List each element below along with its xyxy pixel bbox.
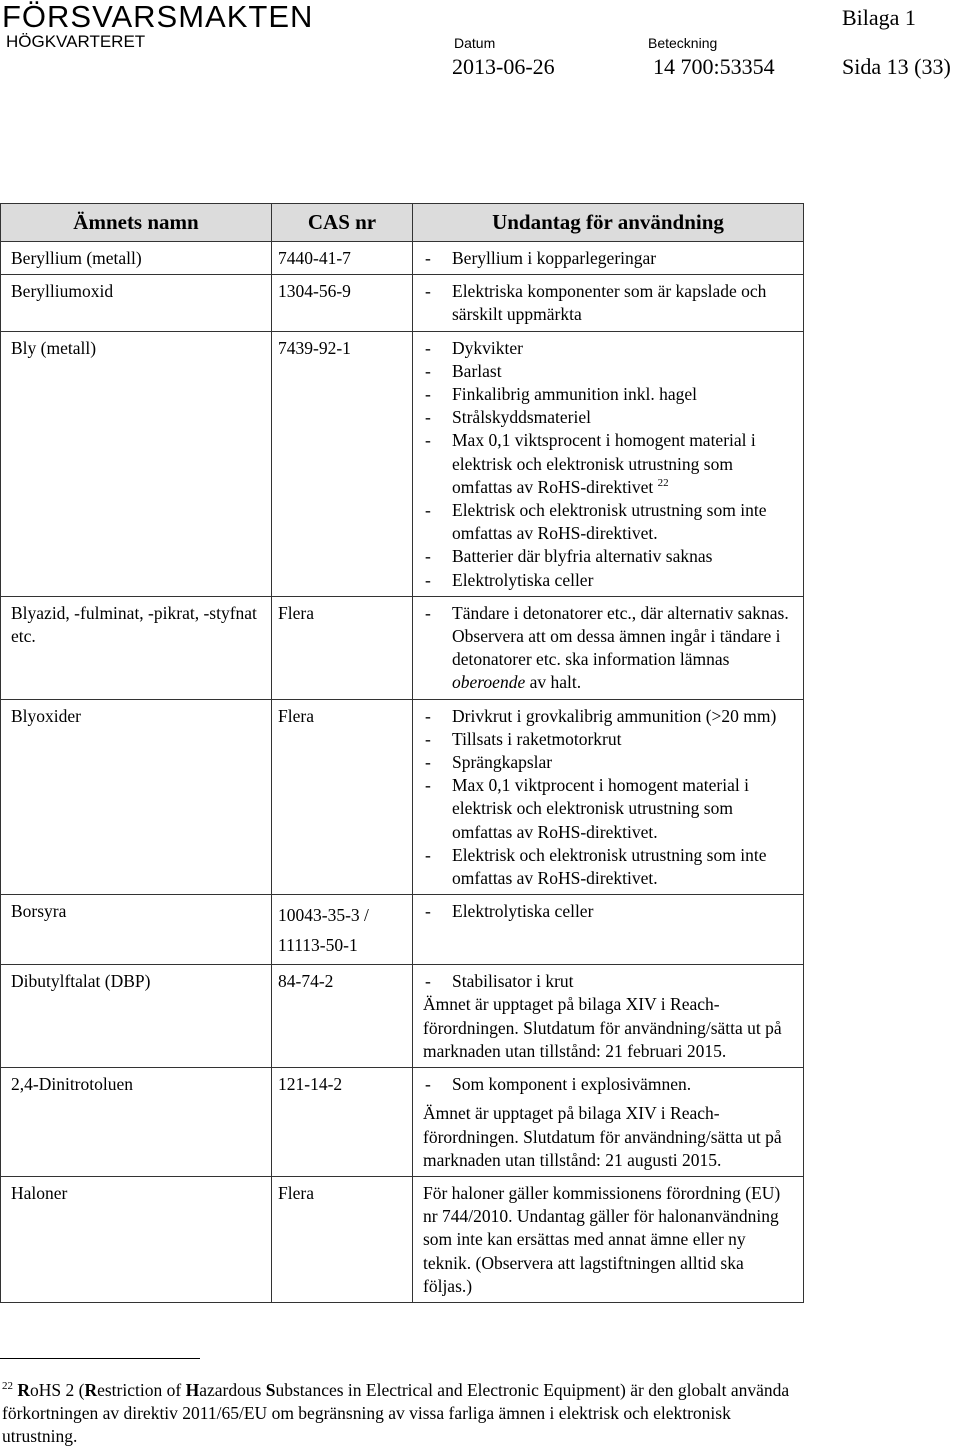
col-header-exemption: Undantag för användning bbox=[413, 204, 804, 242]
date-value: 2013-06-26 bbox=[452, 54, 555, 79]
cas-number: 7440-41-7 bbox=[272, 242, 413, 275]
cas-number: 121-14-2 bbox=[272, 1068, 413, 1177]
bilaga-label: Bilaga 1 bbox=[842, 5, 916, 30]
org-unit: HÖGKVARTERET bbox=[6, 32, 146, 51]
footnote bbox=[2, 1379, 802, 1448]
table-row bbox=[1, 965, 804, 1068]
table-row bbox=[1, 699, 804, 895]
table-row bbox=[1, 331, 804, 596]
page-number: Sida 13 (33) bbox=[842, 54, 951, 79]
exemption-cell bbox=[413, 275, 804, 331]
exemption-item: - Elektrolytiska celler bbox=[425, 901, 594, 922]
exemption-item: - Stabilisator i krut bbox=[425, 971, 574, 992]
col-header-cas: CAS nr bbox=[272, 204, 413, 242]
substance-name: Dibutylftalat (DBP) bbox=[1, 965, 272, 1068]
substance-name: Borsyra bbox=[1, 895, 272, 965]
cas-number: Flera bbox=[272, 699, 413, 895]
org-name: FÖRSVARSMAKTEN bbox=[2, 0, 314, 34]
exemption-item: - Max 0,1 viktprocent i homogent material i elektrisk och elektronisk utrustning som omfattas av RoHS-direktivet. bbox=[425, 775, 749, 842]
exemption-item: - Tändare i detonatorer etc., där alternativ saknas. Observera att om dessa ämnen ingår i tändare i detonatorer etc. ska information lämnas oberoende av halt. bbox=[425, 602, 789, 693]
cas-number: 1304-56-9 bbox=[272, 275, 413, 331]
exemption-item: - Dykvikter bbox=[425, 337, 523, 358]
exemption-item: - Max 0,1 viktsprocent i homogent material i elektrisk och elektronisk utrustning som omfattas av RoHS-direktivet $^{22}$ bbox=[425, 430, 756, 497]
footnote-text-part: R bbox=[84, 1380, 98, 1400]
exemption-cell bbox=[413, 699, 804, 895]
exemption-cell bbox=[413, 895, 804, 965]
table-header-row bbox=[1, 204, 804, 242]
footnote-number: 22 bbox=[2, 1380, 13, 1393]
ref-value: 14 700:53354 bbox=[653, 54, 775, 79]
exemption-item: - Drivkrut i grovkalibrig ammunition (>20 mm) bbox=[425, 705, 777, 726]
exemption-note: Ämnet är upptaget på bilaga XIV i Reach-förordningen. Slutdatum för användning/sätta ut på marknaden utan tillstånd: 21 februari 2015. bbox=[423, 994, 782, 1061]
table-row bbox=[1, 275, 804, 331]
exemption-cell bbox=[413, 242, 804, 275]
cas-number: 7439-92-1 bbox=[272, 331, 413, 596]
table-row bbox=[1, 895, 804, 965]
col-header-name: Ämnets namn bbox=[1, 204, 272, 242]
footnote-text-part: ubstances in Electrical and Electronic Equipment) är den globalt använda förkortningen av direktiv 2011/65/EU om begränsning av vissa farliga ämnen i elektrisk och elektronisk utrustning. bbox=[2, 1380, 790, 1446]
substance-name: 2,4-Dinitrotoluen bbox=[1, 1068, 272, 1177]
ref-label: Beteckning bbox=[648, 35, 718, 51]
substance-name: Bly (metall) bbox=[1, 331, 272, 596]
exemption-cell bbox=[413, 1176, 804, 1302]
substance-name: Blyoxider bbox=[1, 699, 272, 895]
exemption-item: - Beryllium i kopparlegeringar bbox=[425, 248, 657, 268]
footnote-text-part: estriction of bbox=[97, 1380, 186, 1400]
footnote-text-part: azardous bbox=[199, 1380, 266, 1400]
exemption-item: - Elektriska komponenter som är kapslade och särskilt uppmärkta bbox=[425, 281, 767, 325]
exemption-item: - Elektrolytiska celler bbox=[425, 569, 594, 590]
cas-number: Flera bbox=[272, 1176, 413, 1302]
cas-number: 10043-35-3 / 11113-50-1 bbox=[272, 895, 413, 965]
substance-name: Haloner bbox=[1, 1176, 272, 1302]
footnote-separator bbox=[0, 1358, 200, 1359]
exemption-item: - Tillsats i raketmotorkrut bbox=[425, 728, 622, 749]
exemption-item: - Som komponent i explosivämnen. bbox=[425, 1074, 692, 1095]
exemption-item: - Strålskyddsmateriel bbox=[425, 407, 592, 428]
exemption-item: - Sprängkapslar bbox=[425, 752, 553, 773]
footnote-text-part: H bbox=[185, 1380, 200, 1400]
substance-name: Beryllium (metall) bbox=[1, 242, 272, 275]
footnote-text-part: S bbox=[265, 1380, 276, 1400]
footnote-text bbox=[2, 1380, 789, 1446]
footnote-text-part: R bbox=[17, 1380, 31, 1400]
exemption-cell bbox=[413, 331, 804, 596]
footnote-ref: 22 bbox=[657, 477, 669, 489]
table-row bbox=[1, 596, 804, 699]
table-row bbox=[1, 1176, 804, 1302]
footnote-text-part: HS 2 ( bbox=[38, 1380, 85, 1400]
exemption-item: - Elektrisk och elektronisk utrustning som inte omfattas av RoHS-direktivet. bbox=[425, 500, 767, 544]
exemption-cell bbox=[413, 596, 804, 699]
footnote-text-part: o bbox=[30, 1380, 39, 1400]
exemption-item: - Elektrisk och elektronisk utrustning som inte omfattas av RoHS-direktivet. bbox=[425, 844, 767, 889]
cas-number: 84-74-2 bbox=[272, 965, 413, 1068]
exemption-note: För haloner gäller kommissionens förordning (EU) nr 744/2010. Undantag gäller för halonanvändning som inte kan ersättas med annat ämne eller ny teknik. (Observera att lagstiftningen alltid ska följas.) bbox=[423, 1182, 781, 1296]
table-row bbox=[1, 1068, 804, 1177]
exemption-cell bbox=[413, 965, 804, 1068]
cas-number: Flera bbox=[272, 596, 413, 699]
table-row bbox=[1, 242, 804, 275]
exemption-item: - Finkalibrig ammunition inkl. hagel bbox=[425, 384, 697, 405]
substance-table bbox=[0, 203, 804, 1303]
substance-name: Blyazid, -fulminat, -pikrat, -styfnat etc. bbox=[1, 596, 272, 699]
date-label: Datum bbox=[454, 35, 496, 51]
exemption-note: Ämnet är upptaget på bilaga XIV i Reach-förordningen. Slutdatum för användning/sätta ut på marknaden utan tillstånd: 21 augusti 2015. bbox=[423, 1103, 782, 1170]
substance-name: Berylliumoxid bbox=[1, 275, 272, 331]
exemption-item: - Batterier där blyfria alternativ saknas bbox=[425, 546, 713, 567]
exemption-item: - Barlast bbox=[425, 360, 502, 381]
exemption-cell bbox=[413, 1068, 804, 1177]
